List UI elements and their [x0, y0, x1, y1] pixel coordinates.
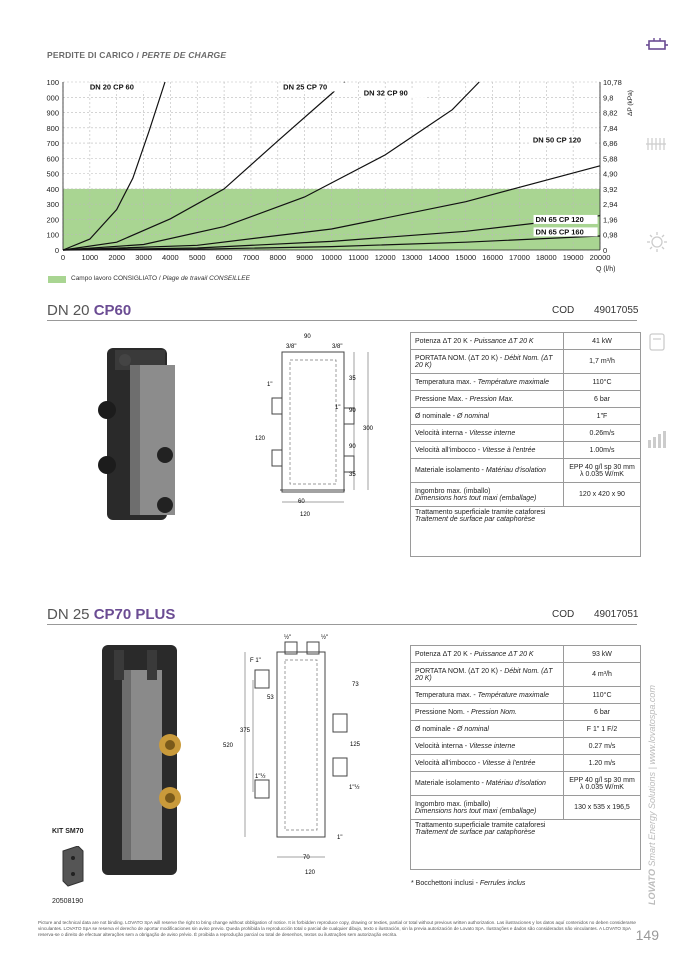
spec-label-fr: Dimensions hors tout maxi (emballage)	[415, 494, 537, 502]
spec-row	[411, 425, 641, 442]
series-label: DN 65 CP 160	[535, 227, 584, 237]
spec-label-it: Velocità all'imbocco -	[415, 759, 483, 767]
kit-label: KIT SM70	[52, 828, 84, 835]
spec-label-fr: Débit Nom. (ΔT 20 K)	[415, 667, 553, 682]
spec-label-it: Velocità interna -	[415, 742, 470, 750]
spec-row	[411, 687, 641, 704]
x-tick: 13000	[401, 253, 423, 262]
dim-text: 1"	[337, 835, 343, 841]
spec-row	[411, 704, 641, 721]
y-left-tick: 800	[46, 123, 59, 133]
dim-text: 520	[223, 743, 234, 749]
radiator-icon	[646, 136, 668, 152]
spec-label-it: Materiale isolamento -	[415, 467, 486, 474]
spec-value: 1.00m/s	[564, 442, 641, 459]
spec-value: 120 x 420 x 90	[564, 483, 641, 507]
page-number: 149	[635, 927, 659, 943]
y-right-tick: 6,86	[603, 139, 618, 149]
dim-text: 90	[349, 408, 356, 414]
kit-code: 20508190	[52, 898, 84, 905]
dim-text: 1"	[267, 382, 273, 388]
spec-row	[411, 483, 641, 507]
y-left-tick: 500	[46, 169, 59, 179]
x-tick: 20000	[589, 253, 611, 262]
spec-label-fr: Matériau d'isolation	[485, 467, 546, 474]
spec-label	[411, 687, 564, 704]
spec-label-it: PORTATA NOM. (ΔT 20 K) -	[415, 667, 505, 675]
spec-label	[411, 442, 564, 459]
x-tick: 4000	[162, 253, 179, 262]
pressure-loss-chart	[0, 68, 640, 273]
spec-row	[411, 333, 641, 350]
x-tick: 19000	[562, 253, 584, 262]
dim-text: 120	[305, 870, 316, 876]
product-2-spec-table	[410, 645, 641, 870]
spec-label-fr: Puissance ΔT 20 K	[474, 337, 534, 345]
x-tick: 9000	[296, 253, 313, 262]
x-tick: 5000	[188, 253, 206, 262]
spec-label	[411, 820, 641, 870]
spec-row	[411, 772, 641, 796]
spec-label-it: Ø nominale -	[415, 725, 458, 733]
spec-row	[411, 374, 641, 391]
y-left-tick: 100	[46, 78, 59, 87]
spec-label	[411, 483, 564, 507]
series-label: DN 32 CP 90	[363, 88, 408, 98]
valve-icon	[646, 38, 668, 52]
spec-row	[411, 796, 641, 820]
kit-bracket-image	[58, 846, 88, 891]
x-tick: 10000	[321, 253, 342, 262]
y-right-tick: 4,90	[603, 169, 618, 179]
spec-label	[411, 459, 564, 483]
dim-text: ½"	[284, 635, 292, 641]
legend-it: Campo lavoro CONSIGLIATO	[71, 275, 158, 282]
spec-value: 110°C	[564, 687, 641, 704]
y-right-tick: 2,94	[603, 200, 618, 210]
boiler-icon	[649, 333, 665, 351]
spec-row	[411, 738, 641, 755]
spec-label-fr: Puissance ΔT 20 K	[474, 650, 534, 658]
y-left-tick: 000	[46, 93, 59, 103]
legend-label: Campo lavoro CONSIGLIATO / Plage de travail CONSEILLEE	[71, 275, 250, 282]
divider	[47, 320, 637, 321]
spec-label-it: Temperatura max. -	[415, 691, 478, 699]
spec-label	[411, 738, 564, 755]
x-tick: 11000	[348, 253, 369, 262]
y-left-tick: 200	[46, 215, 59, 225]
spec-value: 130 x 535 x 196,5	[564, 796, 641, 820]
spec-row	[411, 663, 641, 687]
y-left-tick: 300	[46, 200, 59, 210]
spec-label	[411, 507, 641, 557]
series-label: DN 20 CP 60	[89, 82, 134, 92]
spec-label-it: Potenza ΔT 20 K -	[415, 337, 475, 345]
x-tick: 6000	[215, 253, 233, 262]
series-label: DN 50 CP 120	[532, 135, 582, 145]
spec-label-fr: Traitement de surface par cataphorèse	[415, 516, 536, 523]
x-tick: 2000	[108, 253, 126, 262]
x-tick: 16000	[482, 253, 504, 262]
spec-label-it: Materiale isolamento -	[415, 780, 486, 787]
x-tick: 12000	[374, 253, 396, 262]
spec-value: 6 bar	[564, 704, 641, 721]
spec-label	[411, 663, 564, 687]
product-1-prefix: DN 20	[47, 302, 90, 319]
dim-text: 125	[350, 742, 361, 748]
x-tick: 14000	[428, 253, 450, 262]
spec-label	[411, 772, 564, 796]
y-right-tick: 10,78	[603, 78, 622, 87]
ferrules-note	[411, 880, 525, 887]
spec-label-fr: Pression Nom.	[471, 708, 517, 716]
product-2-prefix: DN 25	[47, 606, 90, 623]
product-2-cod: 49017051	[594, 609, 639, 620]
spec-row	[411, 507, 641, 557]
spec-value: 4 m³/h	[564, 663, 641, 687]
spec-row	[411, 820, 641, 870]
y-left-tick: 0	[54, 246, 59, 255]
dim-text: ½"	[321, 635, 329, 641]
spec-row	[411, 721, 641, 738]
spec-label	[411, 391, 564, 408]
product-1-photo	[85, 340, 205, 530]
spec-row	[411, 646, 641, 663]
spec-value: 41 kW	[564, 333, 641, 350]
spec-value: 1.20 m/s	[564, 755, 641, 772]
spec-row	[411, 408, 641, 425]
dim-text: 60	[298, 499, 305, 505]
spec-label	[411, 333, 564, 350]
spec-value: 93 kW	[564, 646, 641, 663]
spec-label-it: Pressione Max. -	[415, 395, 470, 403]
spec-label-it: Ingombro max. (imballo)	[415, 487, 491, 495]
spec-label-fr: Pression Max.	[469, 395, 514, 403]
spec-label-fr: Ø nominal	[457, 725, 489, 733]
dim-text: 1"	[335, 405, 341, 411]
spec-label-it: Trattamento superficiale tramite cataforesi	[415, 822, 546, 829]
section-title-it: PERDITE DI CARICO	[47, 50, 134, 60]
spec-label	[411, 796, 564, 820]
dim-text: 120	[255, 436, 266, 442]
y-right-tick: 8,82	[603, 108, 618, 118]
y-right-tick: 0,98	[603, 230, 618, 240]
x-unit: Q (l/h)	[596, 266, 616, 273]
spec-label	[411, 646, 564, 663]
y-left-tick: 400	[46, 184, 59, 194]
spec-row	[411, 459, 641, 483]
dim-text: 3/8"	[332, 344, 343, 350]
spec-value: 0.27 m/s	[564, 738, 641, 755]
divider	[47, 624, 637, 625]
x-tick: 15000	[455, 253, 477, 262]
y-right-tick: 5,88	[603, 154, 618, 164]
sun-icon	[647, 232, 667, 252]
chart-icon	[647, 430, 667, 448]
brand-website: www.lovatospa.com	[647, 685, 657, 765]
dim-text: 90	[304, 334, 311, 340]
brand-name: LOVATO	[647, 869, 657, 905]
brand-tagline: Smart Energy Solutions	[647, 771, 657, 867]
spec-label-it: Ingombro max. (imballo)	[415, 800, 491, 808]
spec-label-fr: Traitement de surface par cataphorèse	[415, 829, 536, 836]
y-right-tick: 0	[603, 246, 608, 255]
spec-row	[411, 442, 641, 459]
spec-label-it: Potenza ΔT 20 K -	[415, 650, 475, 658]
x-tick: 7000	[242, 253, 260, 262]
spec-value: EPP 40 g/l sp 30 mm λ 0.035 W/mK	[564, 459, 641, 483]
y-left-tick: 900	[46, 108, 59, 118]
spec-value: 1,7 m³/h	[564, 350, 641, 374]
product-1-model: CP60	[93, 302, 132, 319]
x-tick: 17000	[509, 253, 530, 262]
dim-text: 300	[363, 426, 374, 432]
y-right-tick: 1,96	[603, 215, 618, 225]
x-tick: 8000	[269, 253, 287, 262]
product-1-cod: 49017055	[594, 305, 639, 316]
x-tick: 3000	[135, 253, 152, 262]
spec-label	[411, 408, 564, 425]
series-label: DN 25 CP 70	[283, 82, 328, 92]
spec-row	[411, 391, 641, 408]
spec-label	[411, 374, 564, 391]
spec-value: 110°C	[564, 374, 641, 391]
spec-label	[411, 350, 564, 374]
spec-label-fr: Vitesse interne	[469, 429, 516, 437]
spec-value: EPP 40 g/l sp 30 mm λ 0.035 W/mK	[564, 772, 641, 796]
spec-value: 1"F	[564, 408, 641, 425]
spec-label-fr: Débit Nom. (ΔT 20 K)	[415, 354, 553, 369]
spec-label	[411, 721, 564, 738]
section-title-fr: PERTE DE CHARGE	[141, 50, 227, 60]
y-left-tick: 700	[46, 139, 59, 149]
y-right-tick: 9,8	[603, 93, 614, 103]
spec-label-it: Ø nominale -	[415, 412, 458, 420]
spec-label-fr: Température maximale	[477, 691, 549, 699]
x-tick: 18000	[535, 253, 557, 262]
product-2-drawing	[215, 632, 375, 882]
spec-label-fr: Dimensions hors tout maxi (emballage)	[415, 807, 537, 815]
spec-row	[411, 755, 641, 772]
y-left-tick: 600	[46, 154, 59, 164]
dim-text: 35	[349, 472, 356, 478]
product-1-drawing	[250, 330, 385, 520]
dim-text: 53	[267, 695, 274, 701]
spec-label-fr: Vitesse à l'entrée	[482, 759, 536, 767]
spec-label-it: Velocità interna -	[415, 429, 470, 437]
dim-text: 375	[240, 728, 251, 734]
legend-swatch	[48, 276, 66, 283]
spec-label-fr: Température maximale	[477, 378, 549, 386]
y-right-tick: 3,92	[603, 184, 618, 194]
legend-fr: Plage de travail CONSEILLEE	[162, 275, 250, 282]
product-1-cod-label: COD	[552, 305, 575, 316]
spec-value: 0.26m/s	[564, 425, 641, 442]
section-title: PERDITE DI CARICO / PERTE DE CHARGE	[47, 50, 227, 60]
dim-text: 70	[303, 855, 310, 861]
spec-value: F 1" 1 F/2	[564, 721, 641, 738]
note-fr: Ferrules inclus	[479, 880, 526, 887]
series-label: DN 65 CP 120	[535, 214, 584, 224]
spec-label-it: Velocità all'imbocco -	[415, 446, 483, 454]
spec-label-fr: Matériau d'isolation	[485, 780, 546, 787]
spec-label	[411, 755, 564, 772]
sidebar-brand-text: LOVATO Smart Energy Solutions | www.lovatospa.com	[647, 685, 657, 905]
spec-label-fr: Ø nominal	[457, 412, 489, 420]
dim-text: 1"½	[255, 774, 266, 780]
x-tick: 1000	[81, 253, 99, 262]
spec-label-fr: Vitesse à l'entrée	[482, 446, 536, 454]
dim-text: 73	[352, 682, 359, 688]
dim-text: 35	[349, 376, 356, 382]
dim-text: 1"½	[349, 785, 360, 791]
spec-label-fr: Vitesse interne	[469, 742, 516, 750]
y-right-tick: 7,84	[603, 123, 618, 133]
product-2-model: CP70 PLUS	[93, 606, 176, 623]
product-1-spec-table	[410, 332, 641, 557]
spec-value: 6 bar	[564, 391, 641, 408]
note-it: * Bocchettoni inclusi -	[411, 880, 480, 887]
spec-row	[411, 350, 641, 374]
x-tick: 0	[60, 253, 66, 262]
product-2-title	[47, 606, 175, 623]
spec-label-it: PORTATA NOM. (ΔT 20 K) -	[415, 354, 505, 362]
dim-text: 3/8"	[286, 344, 297, 350]
spec-label-it: Temperatura max. -	[415, 378, 478, 386]
product-2-cod-label: COD	[552, 609, 575, 620]
product-2-photo	[92, 640, 202, 880]
footer-disclaimer: Picture and technical data are not binding. LOVATO SpA will reserve the right to bring change without obbligation of notice. It is forbidden reproduce copy, drawing or texties, partial or total without previous written authorization. Las ilustraciones y los datos aquí contenidos no deben considerarse vinculantes. LOVATO SpA se reserva el derecho de aportar modificaciones sin aviso previo. Queda prohibida la reproducción total o parcial de cualquier dibujo, texto o ilustración, sin la previa autorización de Lovato SpA. Ilustrações e dados são considerados não vinculantes. A LOVATO SpA reserva-se o direito de efectuar alterações sem a obrigação de aviso prévio. É proibida a reprodução parcial ou total de desenhos, textos ou ilustrações sem autorização escrita.	[38, 920, 636, 937]
dim-text: 120	[300, 512, 311, 518]
spec-label-it: Trattamento superficiale tramite cataforesi	[415, 509, 546, 516]
product-1-title	[47, 302, 131, 319]
dim-text: F 1"	[250, 658, 261, 664]
spec-label	[411, 425, 564, 442]
y-unit: ΔP (kPa)	[627, 90, 634, 116]
dim-text: 90	[349, 444, 356, 450]
y-left-tick: 100	[46, 230, 59, 240]
spec-label-it: Pressione Nom. -	[415, 708, 472, 716]
spec-label	[411, 704, 564, 721]
